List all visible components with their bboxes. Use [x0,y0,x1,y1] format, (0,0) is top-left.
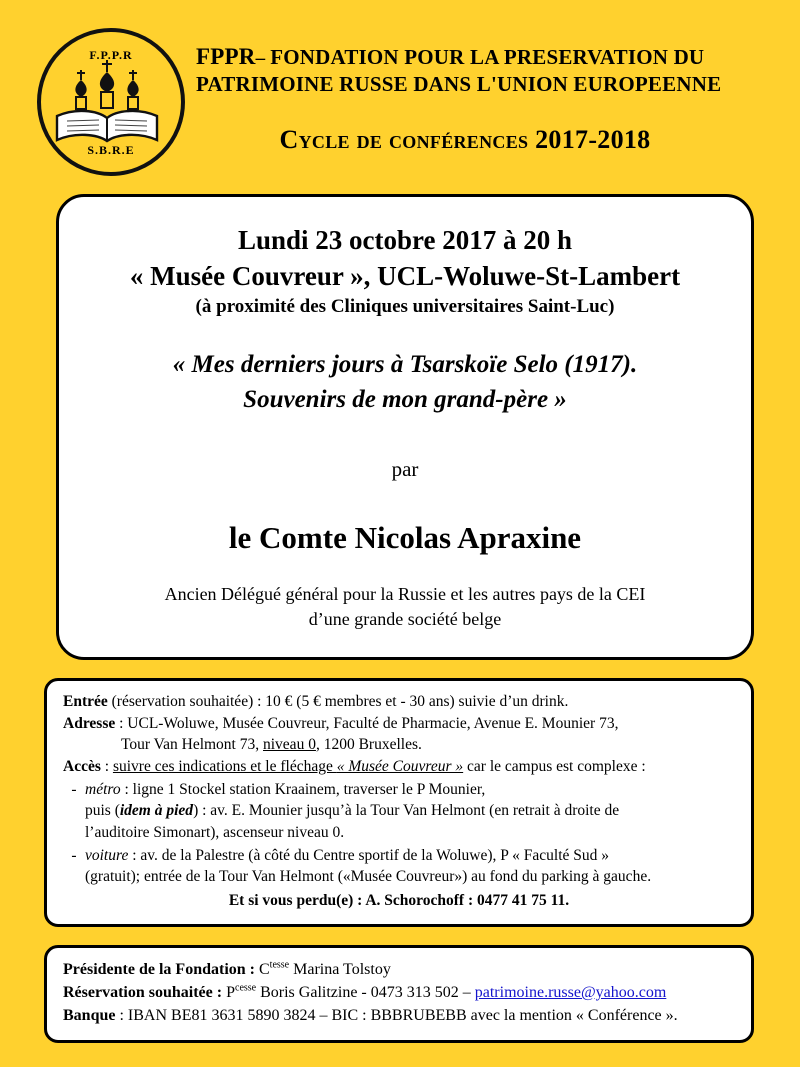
reservation-name: Boris Galitzine - 0473 313 502 – [256,984,475,1002]
event-panel [56,194,754,660]
bank-label: Banque [63,1007,116,1025]
lost-contact-line: Et si vous perdu(e) : A. Schorochoff : 0477 41 75 11. [228,892,570,910]
bank-row [63,1004,735,1027]
entry-label: Entrée [63,692,108,710]
header-text [186,20,774,155]
reservation-label: Réservation souhaitée : [63,984,223,1002]
access-text-tail: car le campus est complexe : [463,757,646,775]
address-level: niveau 0 [263,736,316,754]
car-label: voiture [85,846,129,864]
practical-info-panel [44,678,754,927]
logo-top-label: F.P.P.R [89,48,133,62]
access-colon: : [100,757,113,775]
president-label: Présidente de la Fondation : [63,960,255,978]
president-name: Marina Tolstoy [289,960,391,978]
cycle-title: Cycle de conférences 2017-2018 [279,124,651,154]
car-line2: (gratuit); entrée de la Tour Van Helmont («Musée Couvreur») au fond du parking à gauche. [85,868,652,886]
orthodox-church-book-icon [51,58,163,144]
talk-title-line-1: « Mes derniers jours à Tsarskoïe Selo (1917). [172,351,638,379]
reservation-email-link[interactable]: patrimoine.russe@yahoo.com [474,984,667,1002]
org-abbreviation: FPPR [196,44,256,69]
access-directions: suivre ces indications et le fléchage [112,757,337,775]
address-text: : UCL-Woluwe, Musée Couvreur, Faculté de Pharmacie, Avenue E. Mounier 73, [115,714,619,732]
event-venue-note: (à proximité des Cliniques universitaires Saint-Luc) [195,296,615,318]
logo-bottom-label: S.B.R.E [87,143,135,157]
access-info [63,756,735,778]
organization-name [196,42,774,99]
reservation-title-prefix: P [222,984,235,1002]
address-label: Adresse [63,714,116,732]
list-item [63,845,735,888]
address-line2-part-b: , 1200 Bruxelles. [315,736,422,754]
car-directions [85,845,735,888]
metro-line2-a: puis ( [85,802,120,820]
event-venue: « Musée Couvreur », UCL-Woluwe-St-Lambert [129,260,681,291]
talk-title [83,348,727,417]
talk-title-line-2: Souvenirs de mon grand-père » [243,385,567,413]
reservation-row [63,981,735,1004]
org-line-1: FONDATION POUR LA PRESERVATION DU [270,45,705,69]
reservation-title-suffix: cesse [235,982,257,994]
header [0,0,800,190]
speaker-bio [83,582,727,631]
fppr-logo [37,28,185,176]
president-row [63,958,735,981]
entry-text: (réservation souhaitée) : 10 € (5 € membres et - 30 ans) suivie d’un drink. [107,692,569,710]
logo-container [36,20,186,176]
metro-directions [85,779,735,844]
access-signage: « Musée Couvreur » [336,757,464,775]
metro-line3: l’auditoire Simonart), ascenseur niveau 0. [85,823,345,841]
bullet-dash: - [71,780,77,798]
address-info-line2 [63,734,735,756]
access-label: Accès [63,757,101,775]
car-text: : av. de la Palestre (à côté du Centre sportif de la Woluwe), P « Faculté Sud » [128,846,610,864]
org-dash: – [255,48,266,69]
access-bullet-list [63,779,735,888]
org-line-2: PATRIMOINE RUSSE DANS L'UNION EUROPEENNE [196,72,722,97]
speaker-bio-line-1: Ancien Délégué général pour la Russie et les autres pays de la CEI [164,584,646,605]
bank-text: : IBAN BE81 3631 5890 3824 – BIC : BBBRUBEBB avec la mention « Conférence ». [115,1007,678,1025]
president-title-prefix: C [259,960,270,978]
by-label: par [391,457,419,482]
metro-label: métro [85,780,121,798]
contact-panel [44,945,754,1043]
metro-line2-b: ) : av. E. Mounier jusqu’à la Tour Van Helmont (en retrait à droite de [193,802,620,820]
speaker-bio-line-2: d’une grande société belge [308,608,502,629]
entry-info [63,691,735,713]
address-info [63,713,735,735]
president-title-suffix: tesse [269,959,290,971]
address-line2-part-a: Tour Van Helmont 73, [121,736,263,754]
metro-line2-emph: idem à pied [119,802,194,820]
list-item [63,779,735,844]
bullet-dash: - [71,846,77,864]
speaker-name: le Comte Nicolas Apraxine [228,520,582,556]
event-datetime: Lundi 23 octobre 2017 à 20 h [237,225,573,255]
metro-text: : ligne 1 Stockel station Kraainem, traverser le P Mounier, [120,780,486,798]
